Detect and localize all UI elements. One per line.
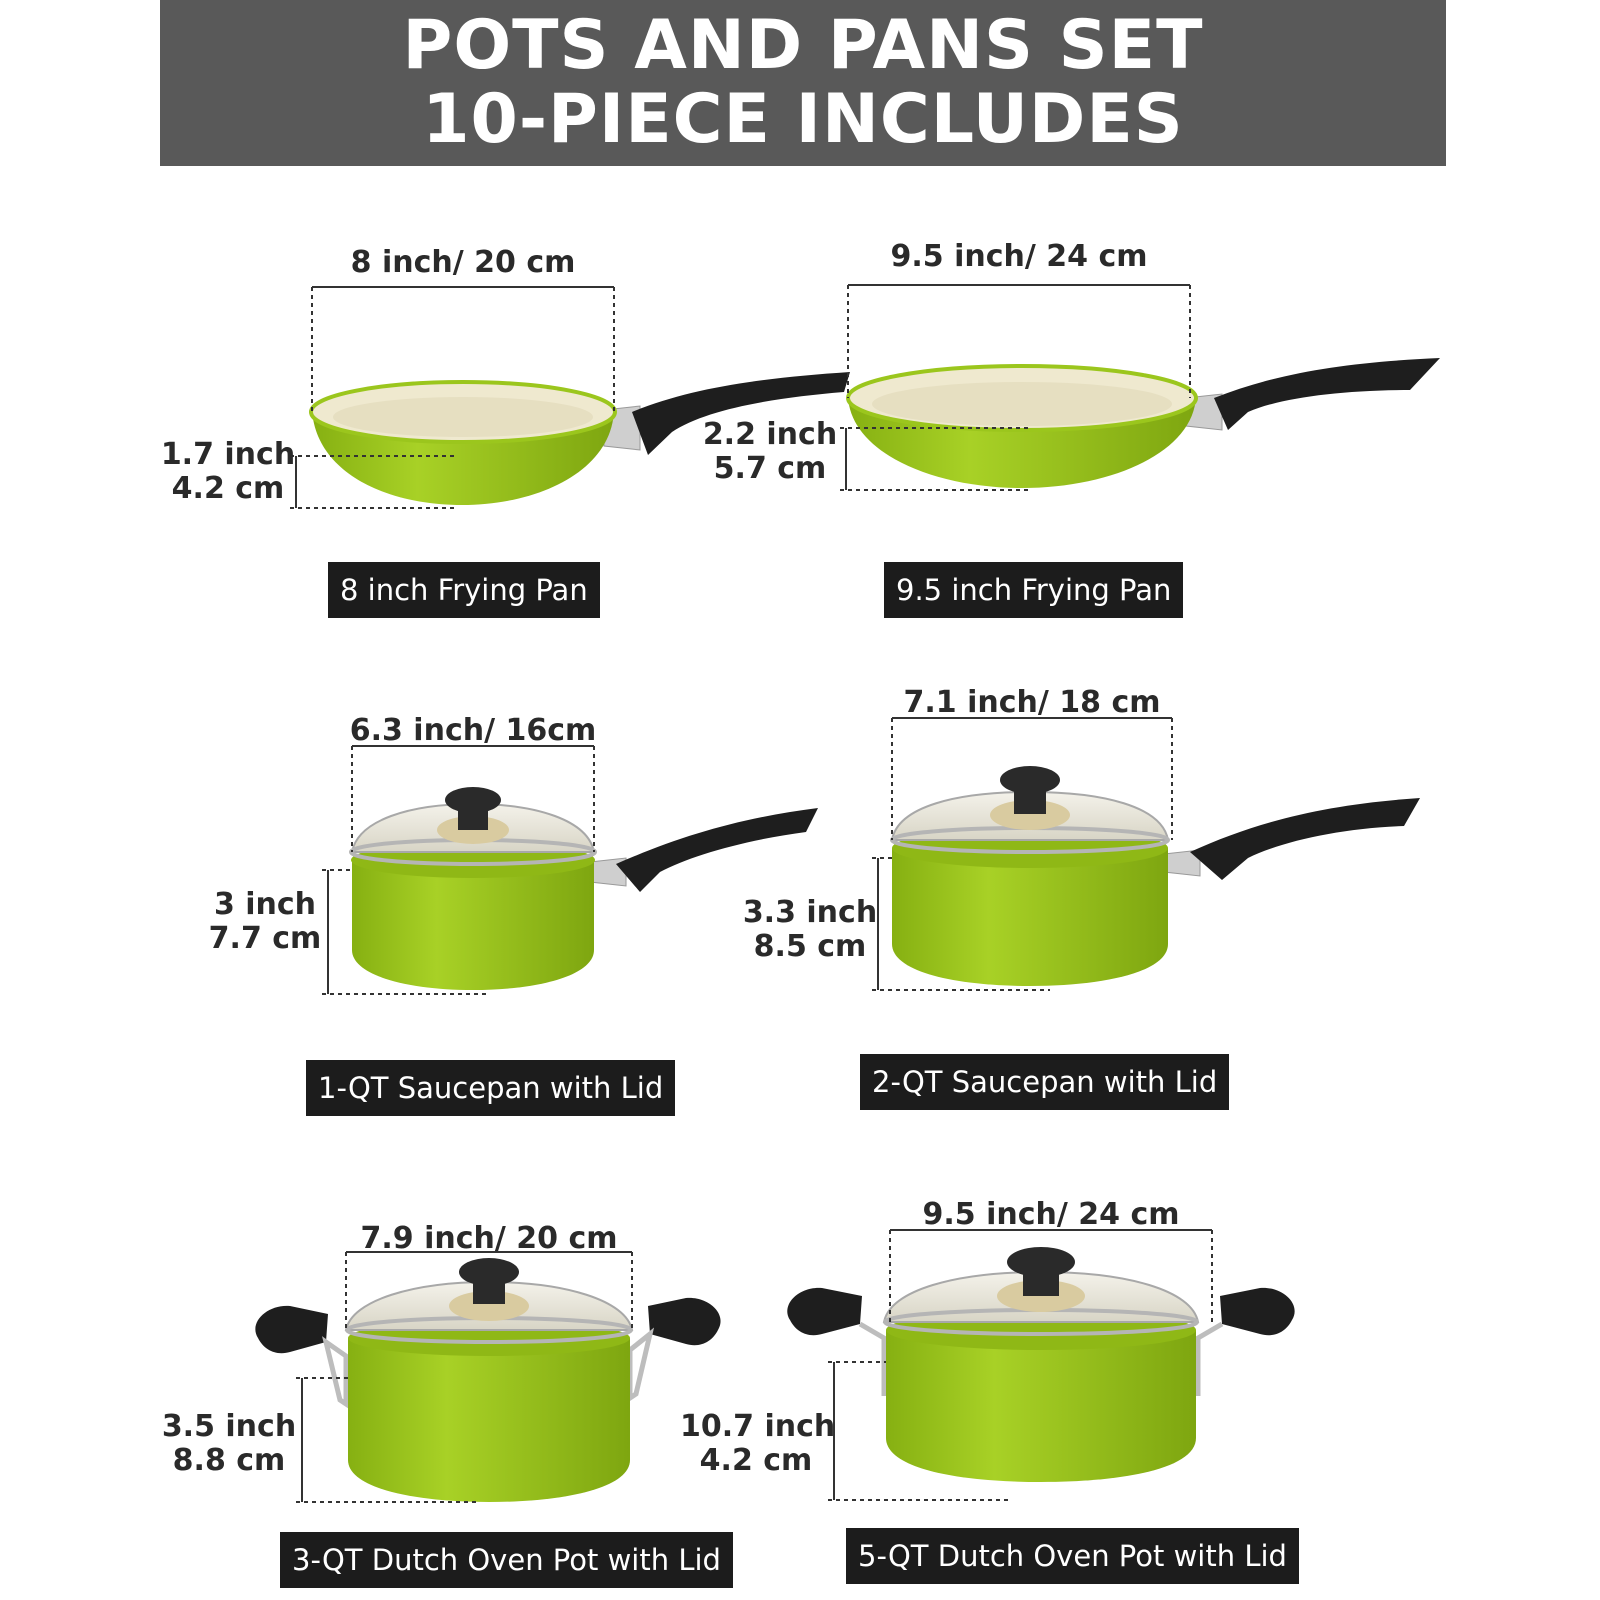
dutch-oven-5qt-label: 5-QT Dutch Oven Pot with Lid (846, 1528, 1299, 1584)
dutch-oven-3qt-image (255, 1258, 720, 1502)
dutch-oven-3qt-label: 3-QT Dutch Oven Pot with Lid (280, 1532, 733, 1588)
frying-pan-8-height-in: 1.7 inch (160, 437, 296, 472)
saucepan-1qt-height-in: 3 inch (213, 887, 317, 922)
dutch-oven-3qt-height-cm: 8.8 cm (172, 1443, 286, 1478)
frying-pan-9-5-label: 9.5 inch Frying Pan (884, 562, 1183, 618)
frying-pan-9-5-height (700, 418, 840, 486)
frying-pan-9-5-height-cm: 5.7 cm (713, 451, 827, 486)
frying-pan-8-label: 8 inch Frying Pan (328, 562, 600, 618)
dutch-oven-3qt-height-in: 3.5 inch (161, 1409, 297, 1444)
dutch-oven-3qt-height (160, 1410, 298, 1478)
frying-pan-8-height (158, 438, 298, 506)
dutch-oven-3qt-width: 7.9 inch/ 20 cm (360, 1221, 618, 1256)
saucepan-2qt-height-cm: 8.5 cm (753, 929, 867, 964)
saucepan-2qt-image (892, 766, 1420, 986)
saucepan-1qt-height (202, 888, 328, 956)
saucepan-2qt-height (742, 896, 878, 964)
saucepan-1qt-height-cm: 7.7 cm (208, 921, 322, 956)
title-line-2: 10-PIECE INCLUDES (422, 80, 1184, 159)
saucepan-1qt-label: 1-QT Saucepan with Lid (306, 1060, 675, 1116)
saucepan-2qt-label: 2-QT Saucepan with Lid (860, 1054, 1229, 1110)
frying-pan-9-5-width: 9.5 inch/ 24 cm (890, 239, 1148, 274)
frying-pan-9-5-height-in: 2.2 inch (702, 417, 838, 452)
dutch-oven-5qt-image (787, 1247, 1294, 1482)
saucepan-1qt-width: 6.3 inch/ 16cm (349, 713, 597, 748)
frying-pan-8-height-cm: 4.2 cm (171, 471, 285, 506)
saucepan-2qt-height-in: 3.3 inch (742, 895, 878, 930)
dutch-oven-5qt-width: 9.5 inch/ 24 cm (922, 1197, 1180, 1232)
saucepan-2qt-width: 7.1 inch/ 18 cm (903, 685, 1161, 720)
frying-pan-8-width: 8 inch/ 20 cm (350, 245, 576, 280)
frying-pan-9-5-image (848, 358, 1440, 488)
title-line-1: POTS AND PANS SET (402, 6, 1204, 85)
dutch-oven-5qt-height-in: 10.7 inch (680, 1409, 836, 1444)
dutch-oven-5qt-height (680, 1409, 836, 1478)
dutch-oven-5qt-height-cm: 4.2 cm (699, 1443, 813, 1478)
